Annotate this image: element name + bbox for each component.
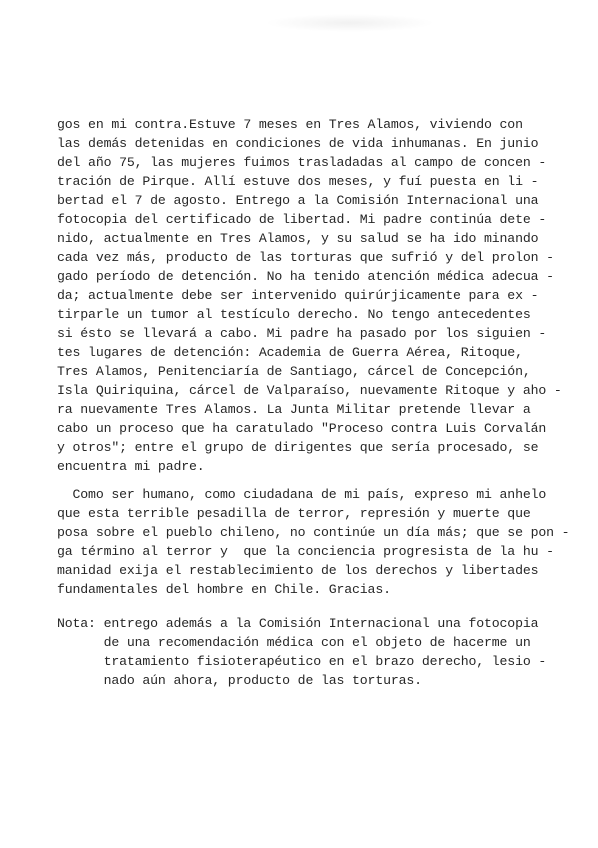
text-line: tirparle un tumor al testículo derecho. No tengo antecedentes <box>57 307 531 322</box>
text-line: si ésto se llevará a cabo. Mi padre ha pasado por los siguien - <box>57 326 547 341</box>
text-line: que esta terrible pesadilla de terror, represión y muerte que <box>57 506 531 521</box>
text-line: posa sobre el pueblo chileno, no continúe un día más; que se pon - <box>57 525 570 540</box>
text-line: tración de Pirque. Allí estuve dos meses, y fuí puesta en li - <box>57 174 539 189</box>
text-line: encuentra mi padre. <box>57 459 205 474</box>
text-line: las demás detenidas en condiciones de vida inhumanas. En junio <box>57 136 539 151</box>
text-line: ga término al terror y que la conciencia progresista de la hu - <box>57 544 554 559</box>
text-line: da; actualmente debe ser intervenido quirúrjicamente para ex - <box>57 288 539 303</box>
note-line: tratamiento fisioterapéutico en el brazo derecho, lesio - <box>57 654 547 669</box>
text-line: bertad el 7 de agosto. Entrego a la Comisión Internacional una <box>57 193 539 208</box>
text-line: manidad exija el restablecimiento de los derechos y libertades <box>57 563 539 578</box>
text-line: fotocopia del certificado de libertad. Mi padre continúa dete - <box>57 212 547 227</box>
text-line: tes lugares de detención: Academia de Guerra Aérea, Ritoque, <box>57 345 523 360</box>
text-line: Como ser humano, como ciudadana de mi país, expreso mi anhelo <box>57 487 547 502</box>
note-line: de una recomendación médica con el objeto de hacerme un <box>57 635 531 650</box>
text-line: gado período de detención. No ha tenido atención médica adecua - <box>57 269 554 284</box>
text-line: del año 75, las mujeres fuimos trasladadas al campo de concen - <box>57 155 547 170</box>
text-line: nido, actualmente en Tres Alamos, y su salud se ha ido minando <box>57 231 539 246</box>
text-line: cabo un proceso que ha caratulado "Proceso contra Luis Corvalán <box>57 421 547 436</box>
note-line: nado aún ahora, producto de las torturas. <box>57 673 422 688</box>
text-line: gos en mi contra.Estuve 7 meses en Tres Alamos, viviendo con <box>57 117 523 132</box>
text-line: cada vez más, producto de las torturas que sufrió y del prolon - <box>57 250 554 265</box>
note-line: Nota: entrego además a la Comisión Internacional una fotocopia <box>57 616 539 631</box>
text-line: y otros"; entre el grupo de dirigentes que sería procesado, se <box>57 440 539 455</box>
text-line: ra nuevamente Tres Alamos. La Junta Militar pretende llevar a <box>57 402 531 417</box>
text-line: Tres Alamos, Penitenciaría de Santiago, cárcel de Concepción, <box>57 364 531 379</box>
text-line: Isla Quiriquina, cárcel de Valparaíso, nuevamente Ritoque y aho - <box>57 383 562 398</box>
text-line: fundamentales del hombre en Chile. Gracias. <box>57 582 391 597</box>
faint-header-mark <box>265 14 435 32</box>
